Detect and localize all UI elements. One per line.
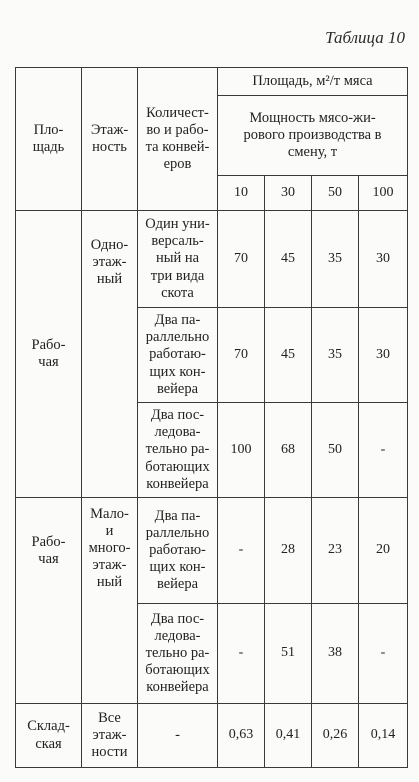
value-cell: 70 [218, 308, 265, 403]
value-cell: 70 [218, 211, 265, 308]
value-cell: 0,63 [218, 704, 265, 768]
value-cell: 50 [312, 403, 359, 498]
area-cell: Рабо- чая [16, 211, 82, 498]
value-cell: 45 [265, 308, 312, 403]
value-cell: 0,14 [359, 704, 408, 768]
col-header: 50 [312, 176, 359, 211]
value-cell: 38 [312, 604, 359, 704]
conveyor-cell: Два пос- ледова- тельно ра- ботающих конвейера [138, 403, 218, 498]
conveyor-cell: Два пос- ледова- тельно ра- ботающих конвейера [138, 604, 218, 704]
conveyor-cell: Два па- раллельно работаю- щих кон- вейера [138, 498, 218, 604]
conveyor-cell: Два па- раллельно работаю- щих кон- вейера [138, 308, 218, 403]
floors-cell: Мало- и много- этаж- ный [82, 498, 138, 704]
value-cell: 0,41 [265, 704, 312, 768]
value-cell: 30 [359, 308, 408, 403]
conveyor-cell: - [138, 704, 218, 768]
header-row-1 [16, 68, 408, 96]
value-cell: - [359, 604, 408, 704]
header-group: Площадь, м²/т мяса [218, 68, 408, 96]
data-table [15, 67, 408, 768]
table-row [16, 498, 408, 604]
area-cell: Склад- ская [16, 704, 82, 768]
value-cell: 23 [312, 498, 359, 604]
value-cell: 45 [265, 211, 312, 308]
col-header: 30 [265, 176, 312, 211]
value-cell: 51 [265, 604, 312, 704]
value-cell: 35 [312, 308, 359, 403]
header-capacity: Мощность мясо-жи- рового производства в смену, т [218, 96, 408, 176]
header-conveyors: Количест- во и рабо- та конвей- еров [138, 68, 218, 211]
value-cell: - [359, 403, 408, 498]
value-cell: - [218, 604, 265, 704]
floors-cell: Все этаж- ности [82, 704, 138, 768]
value-cell: 30 [359, 211, 408, 308]
conveyor-cell: Один уни- версаль- ный на три вида скота [138, 211, 218, 308]
col-header: 100 [359, 176, 408, 211]
value-cell: 35 [312, 211, 359, 308]
header-area: Пло- щадь [16, 68, 82, 211]
value-cell: 20 [359, 498, 408, 604]
value-cell: 68 [265, 403, 312, 498]
value-cell: 28 [265, 498, 312, 604]
header-floors: Этаж- ность [82, 68, 138, 211]
table-caption: Таблица 10 [325, 28, 405, 47]
value-cell: 100 [218, 403, 265, 498]
table-row [16, 704, 408, 768]
col-header: 10 [218, 176, 265, 211]
area-cell: Рабо- чая [16, 498, 82, 704]
floors-cell: Одно- этаж- ный [82, 211, 138, 498]
value-cell: 0,26 [312, 704, 359, 768]
table-row [16, 211, 408, 308]
value-cell: - [218, 498, 265, 604]
